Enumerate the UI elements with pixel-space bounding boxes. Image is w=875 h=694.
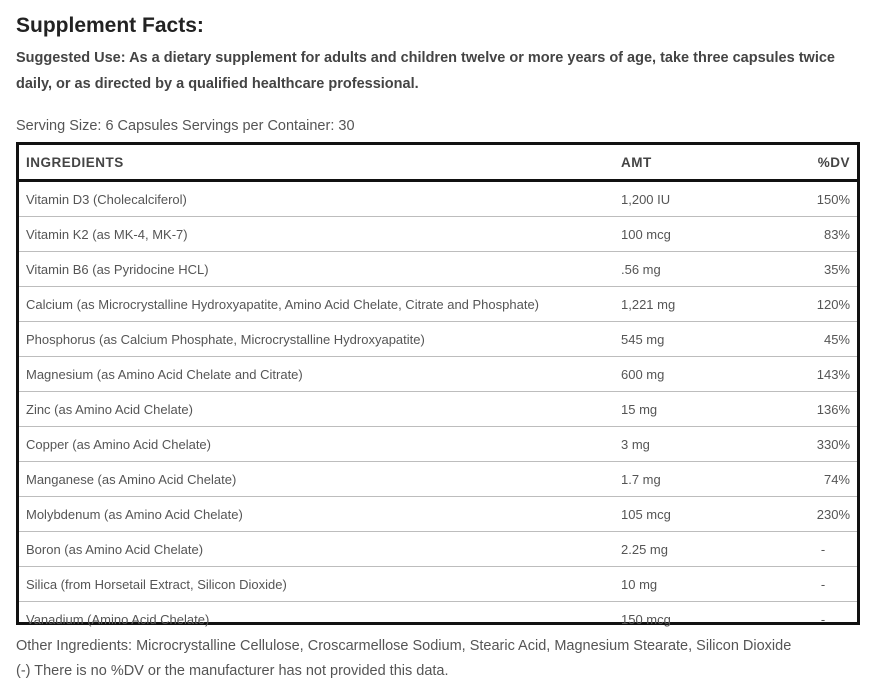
dv-cell: 45%: [776, 322, 857, 357]
dv-cell: 143%: [776, 357, 857, 392]
header-dv: %DV: [776, 145, 857, 181]
dv-cell: 150%: [776, 181, 857, 217]
ingredient-cell: Manganese (as Amino Acid Chelate): [19, 462, 614, 497]
ingredient-cell: Vanadium (Amino Acid Chelate): [26, 611, 210, 627]
amount-cell: 1,221 mg: [614, 287, 776, 322]
ingredient-cell: Magnesium (as Amino Acid Chelate and Citrate): [19, 357, 614, 392]
page-title: Supplement Facts:: [16, 14, 204, 37]
table-body: [19, 181, 857, 637]
amount-cell: 3 mg: [614, 427, 776, 462]
serving-info: Serving Size: 6 Capsules Servings per Container: 30: [16, 118, 355, 134]
ingredient-cell: Calcium (as Microcrystalline Hydroxyapatite, Amino Acid Chelate, Citrate and Phosphate): [19, 287, 614, 322]
dv-cell: 74%: [776, 462, 857, 497]
amount-cell: .56 mg: [614, 252, 776, 287]
ingredient-cell: Vitamin K2 (as MK-4, MK-7): [19, 217, 614, 252]
amount-cell: 15 mg: [614, 392, 776, 427]
table-row: [19, 497, 857, 532]
ingredient-cell: Zinc (as Amino Acid Chelate): [19, 392, 614, 427]
dv-cell: 136%: [776, 392, 857, 427]
amount-cell: 600 mg: [614, 357, 776, 392]
ingredient-cell: Copper (as Amino Acid Chelate): [19, 427, 614, 462]
ingredient-cell: Vitamin D3 (Cholecalciferol): [19, 181, 614, 217]
table-row: [19, 532, 857, 567]
table-row: [19, 427, 857, 462]
dv-cell: -: [776, 532, 857, 567]
suggested-use: Suggested Use: As a dietary supplement for adults and children twelve or more years of age, take three capsules twice daily, or as directed by a qualified healthcare professional.: [16, 50, 835, 92]
dv-cell: 120%: [776, 287, 857, 322]
ingredient-cell: Vitamin B6 (as Pyridocine HCL): [19, 252, 614, 287]
table-row: [19, 287, 857, 322]
amount-cell: 100 mcg: [614, 217, 776, 252]
dv-cell: 35%: [776, 252, 857, 287]
amount-cell: 105 mcg: [614, 497, 776, 532]
ingredient-cell: Boron (as Amino Acid Chelate): [19, 532, 614, 567]
dv-note: (-) There is no %DV or the manufacturer has not provided this data.: [16, 663, 449, 679]
table-row: [19, 322, 857, 357]
table-row: [19, 392, 857, 427]
dv-cell: -: [820, 611, 826, 627]
table-row: [19, 252, 857, 287]
amount-cell: 1.7 mg: [614, 462, 776, 497]
table-row: [19, 602, 857, 637]
ingredient-cell: Molybdenum (as Amino Acid Chelate): [19, 497, 614, 532]
supplement-facts-table: [16, 142, 860, 625]
dv-cell: 83%: [776, 217, 857, 252]
table-row: [19, 462, 857, 497]
dv-cell: -: [776, 567, 857, 602]
header-amount: AMT: [614, 145, 776, 181]
dv-cell: 230%: [776, 497, 857, 532]
table-row: [19, 217, 857, 252]
table-row: [19, 567, 857, 602]
amount-cell: 2.25 mg: [614, 532, 776, 567]
header-ingredients: INGREDIENTS: [19, 145, 614, 181]
table-header-row: [19, 145, 857, 181]
ingredient-cell: Silica (from Horsetail Extract, Silicon Dioxide): [19, 567, 614, 602]
amount-cell: 10 mg: [614, 567, 776, 602]
other-ingredients: Other Ingredients: Microcrystalline Cellulose, Croscarmellose Sodium, Stearic Acid, Magnesium Stearate, Silicon Dioxide: [16, 638, 792, 654]
amount-cell: 1,200 IU: [614, 181, 776, 217]
ingredients-table: [19, 145, 857, 636]
dv-cell: 330%: [776, 427, 857, 462]
table-row: [19, 181, 857, 217]
amount-cell: 545 mg: [614, 322, 776, 357]
amount-cell: 150 mcg: [621, 611, 671, 627]
ingredient-cell: Phosphorus (as Calcium Phosphate, Microcrystalline Hydroxyapatite): [19, 322, 614, 357]
table-row: [19, 357, 857, 392]
